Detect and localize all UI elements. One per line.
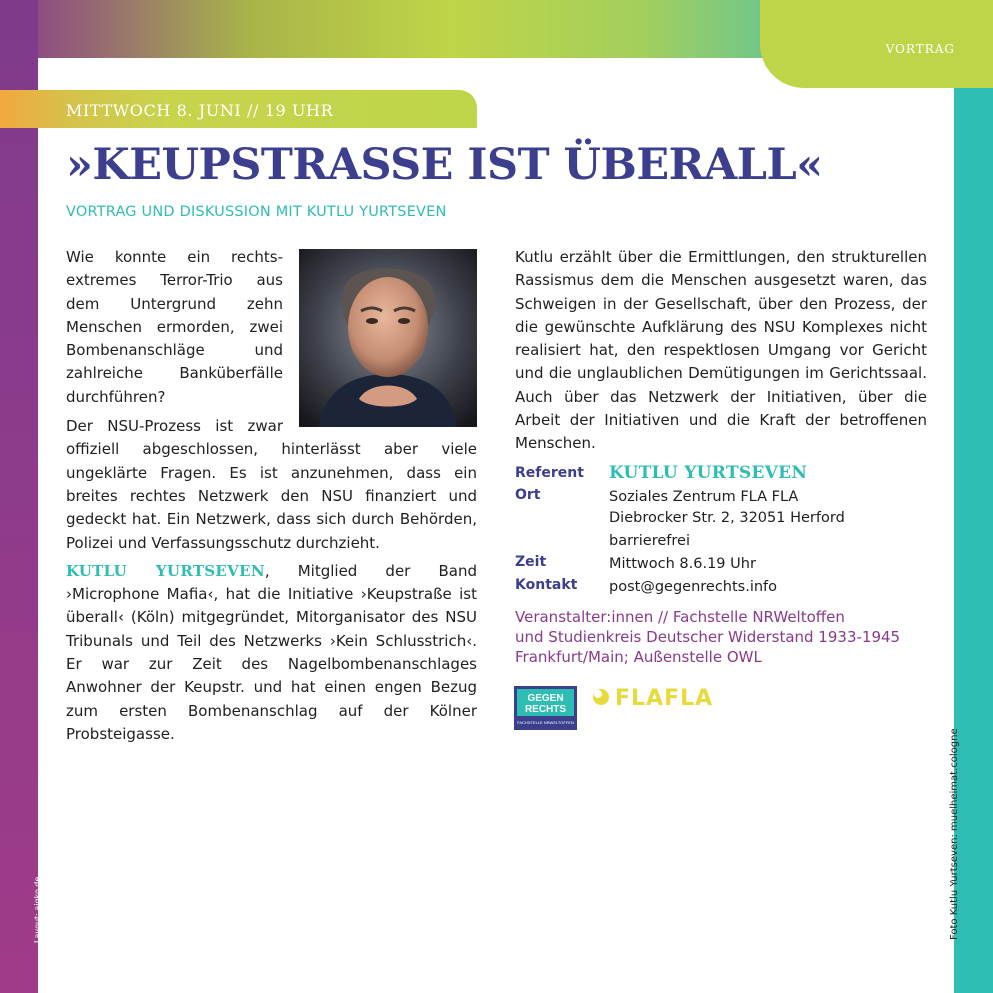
left-gradient-band (0, 0, 38, 993)
photo-credit: Foto Kutlu Yurtseven: muelheimat.cologne (949, 728, 960, 940)
referent-value: KUTLU YURTSEVEN (609, 463, 808, 483)
ort-line-2: Diebrocker Str. 2, 32051 Herford (609, 510, 845, 526)
kontakt-value: post@gegenrechts.info (609, 579, 778, 595)
organizers-line-1: Veranstalter:innen // Fachstelle NRWeltoffen (515, 608, 845, 626)
intro-paragraph: Wie konnte ein rechtsextremes Terror-Trio aus dem Untergrund zehn Menschen ermorden, zwei Bombenanschläge und zahlreiche Banküberfälle durchführen? (66, 248, 283, 406)
category-tab (760, 0, 993, 88)
date-line: MITTWOCH 8. JUNI // 19 UHR (66, 101, 334, 120)
portrait-photo (299, 249, 477, 427)
logo-rechts-text: RECHTS (524, 704, 567, 715)
date-bar (0, 90, 477, 128)
flafla-logo (591, 680, 721, 712)
event-title: »KEUPSTRASSE IST ÜBERALL« (66, 140, 823, 190)
organizers-line-3: Frankfurt/Main; Außenstelle OWL (515, 648, 762, 666)
talk-summary-paragraph: Kutlu erzählt über die Ermittlungen, den strukturellen Rassismus dem die Menschen ausgesetzt waren, das Schweigen in der Gesellschaft, über den Prozess, der die gewünschte Aufklärung des NSU Komplexes nicht realisiert hat, den respektlosen Umgang vor Gericht und die unglaublichen Demütigungen im Gerichtssaal. Auch über das Netzwerk der Initiativen, über die Arbeit der Initiativen und die Kraft der betroffenen Menschen. (515, 248, 927, 453)
organizers-block (515, 607, 935, 667)
ort-line-1: Soziales Zentrum FLA FLA (609, 489, 799, 505)
gegenrechts-logo (514, 686, 577, 730)
nsu-paragraph: Der NSU-Prozess ist zwar offiziell abgeschlossen, hinterlässt aber viele ungeklärte Fragen. Es ist anzunehmen, dass ein breites rechtes Netzwerk den NSU finanziert und gedeckt hat. Ein Netzwerk, dass sich durch Behörden, Polizei und Verfassungsschutz durchzieht. (66, 417, 477, 552)
speaker-bio: , Mitglied der Band ›Microphone Mafia‹, hat die Initiative ›Keupstraße ist überall‹ (Köln) mitgegründet, Mitorganisator des NSU Tribunals und Teil des Netzwerks ›Kein Schlusstrich‹. Er war zur Zeit des Nagelbombenanschlages Anwohner der Keupstr. und hat einen engen Bezug zum ersten Bombenanschlag auf der Kölner Probsteigasse. (66, 561, 477, 743)
event-subtitle: VORTRAG UND DISKUSSION MIT KUTLU YURTSEVEN (66, 204, 447, 220)
speaker-paragraph (66, 560, 477, 746)
ort-label: Ort (515, 487, 541, 503)
referent-label: Referent (515, 465, 584, 481)
ort-line-3: barrierefrei (609, 533, 690, 549)
organizers-line-2: und Studienkreis Deutscher Widerstand 1933-1945 (515, 628, 901, 646)
zeit-label: Zeit (515, 554, 547, 570)
flafla-logo-text: FLAFLA (615, 686, 714, 711)
right-column (515, 246, 927, 456)
logo-gegen-text: GEGEN (527, 693, 564, 704)
speaker-name-highlight: KUTLU YURTSEVEN (66, 561, 265, 580)
zeit-value: Mittwoch 8.6.19 Uhr (609, 556, 756, 572)
kontakt-label: Kontakt (515, 577, 578, 593)
category-label: VORTRAG (885, 42, 955, 56)
left-column (66, 246, 477, 746)
layout-credit: Layout: aigko.de (33, 876, 42, 943)
logo-fachstelle-text: FACHSTELLE NRWELTOFFEN (517, 720, 574, 725)
